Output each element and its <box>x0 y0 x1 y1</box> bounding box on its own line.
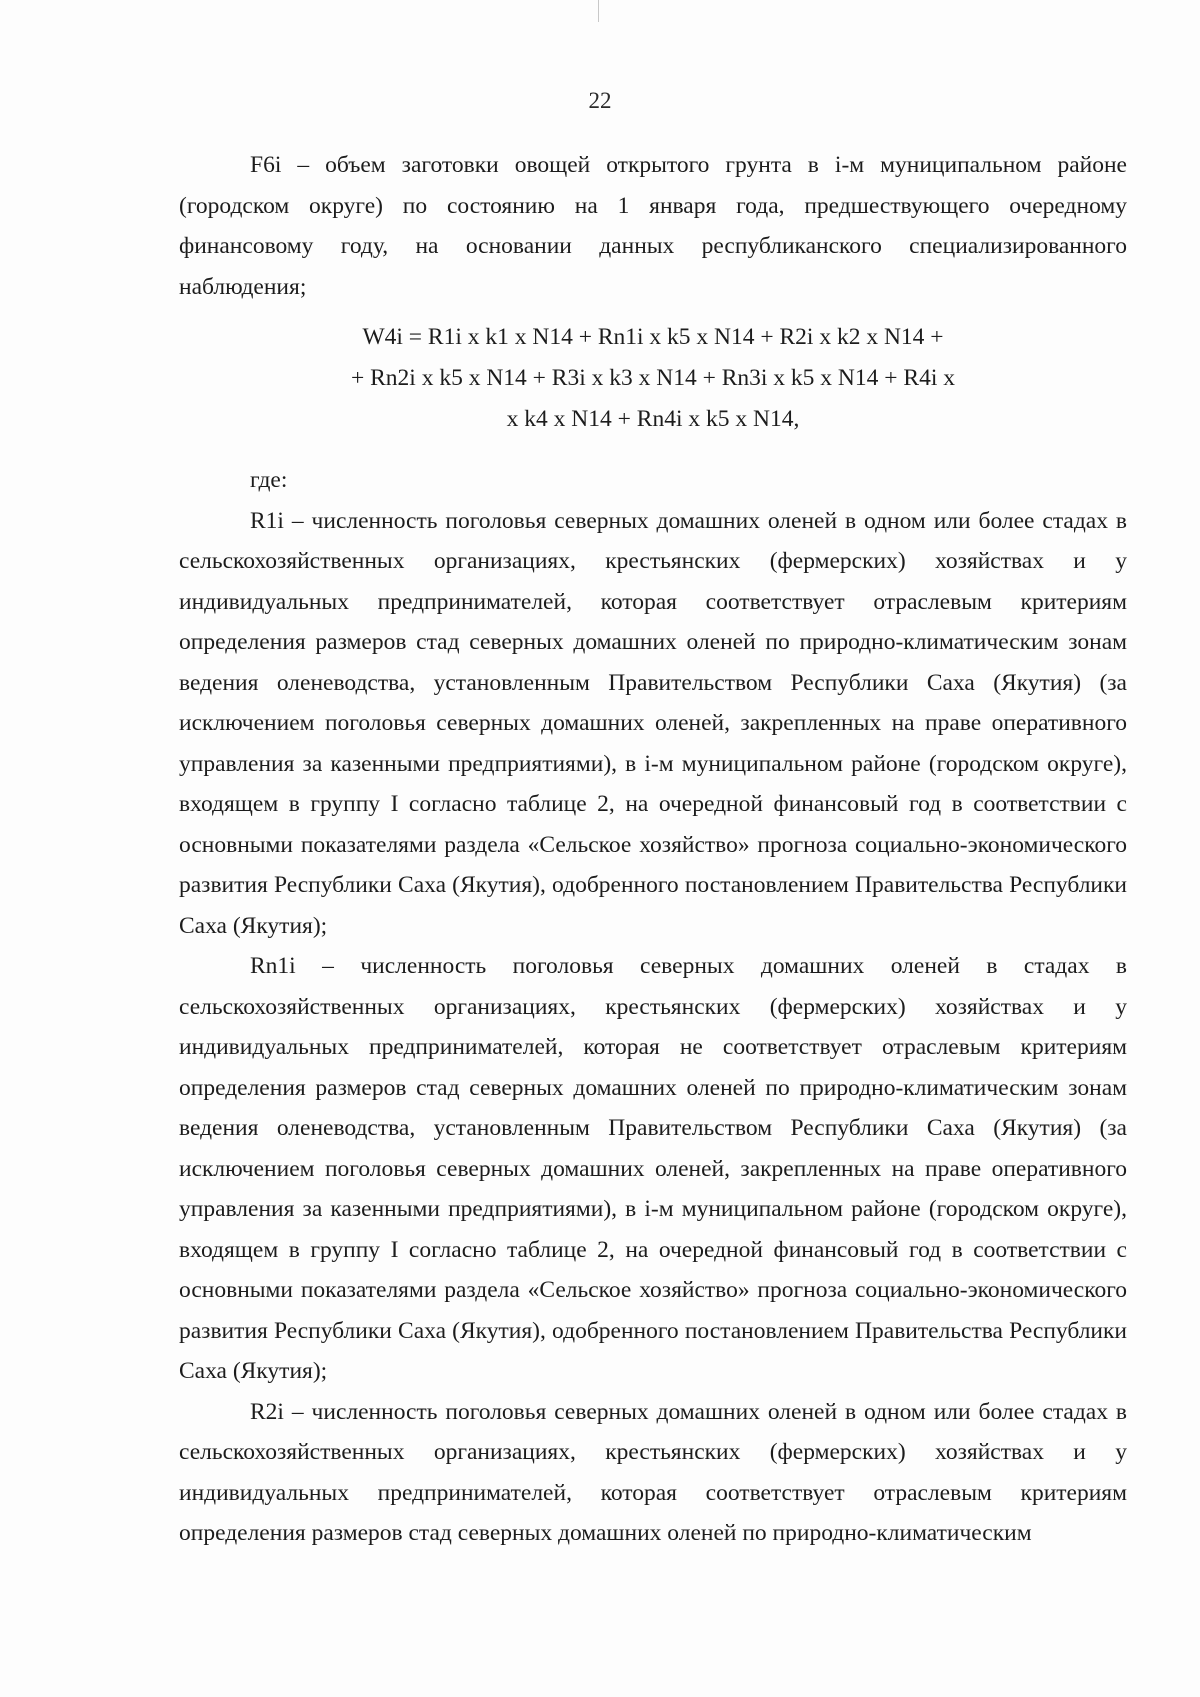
formula-line-2: + Rn2i x k5 x N14 + R3i x k3 x N14 + Rn3i x k5 x N14 + R4i x <box>351 365 955 391</box>
scan-artifact <box>598 0 599 22</box>
paragraph-r1i-definition: R1i – численность поголовья северных домашних оленей в одном или более стадах в сельскохозяйственных организациях, крестьянских (фермерских) хозяйствах и у индивидуальных предпринимателей, которая соответствует отраслевым критериям определения размеров стад северных домашних оленей по природно-климатическим зонам ведения оленеводства, установленным Правительством Республики Саха (Якутия) (за исключением поголовья северных домашних оленей, закрепленных на праве оперативного управления за казенными предприятиями), в i-м муниципальном районе (городском округе), входящем в группу I согласно таблице 2, на очередной финансовый год в соответствии с основными показателями раздела «Сельское хозяйство» прогноза социально-экономического развития Республики Саха (Якутия), одобренного постановлением Правительства Республики Саха (Якутия); <box>179 507 1127 939</box>
paragraph-rn1i-definition: Rn1i – численность поголовья северных домашних оленей в стадах в сельскохозяйственных организациях, крестьянских (фермерских) хозяйствах и у индивидуальных предпринимателей, которая не соответствует отраслевым критериям определения размеров стад северных домашних оленей по природно-климатическим зонам ведения оленеводства, установленным Правительством Республики Саха (Якутия) (за исключением поголовья северных домашних оленей, закрепленных на праве оперативного управления за казенными предприятиями), в i-м муниципальном районе (городском округе), входящем в группу I согласно таблице 2, на очередной финансовый год в соответствии с основными показателями раздела «Сельское хозяйство» прогноза социально-экономического развития Республики Саха (Якутия), одобренного постановлением Правительства Республики Саха (Якутия); <box>179 953 1127 1384</box>
document-body <box>179 145 1127 1554</box>
formula-line-3: x k4 x N14 + Rn4i x k5 x N14, <box>506 406 800 432</box>
paragraph-r2i-definition: R2i – численность поголовья северных домашних оленей в одном или более стадах в сельскохозяйственных организациях, крестьянских (фермерских) хозяйствах и у индивидуальных предпринимателей, которая соответствует отраслевым критериям определения размеров стад северных домашних оленей по природно-климатическим <box>179 1398 1127 1546</box>
formula-line-1: W4i = R1i x k1 x N14 + Rn1i x k5 x N14 + R2i x k2 x N14 + <box>362 324 944 350</box>
formula-w4i <box>179 317 1127 440</box>
where-label: где: <box>250 467 288 493</box>
paragraph-f6i-definition: F6i – объем заготовки овощей открытого грунта в i-м муниципальном районе (городском округе) по состоянию на 1 января года, предшествующего очередному финансовому году, на основании данных республиканского специализированного наблюдения; <box>179 152 1127 300</box>
page-number: 22 <box>588 88 612 113</box>
